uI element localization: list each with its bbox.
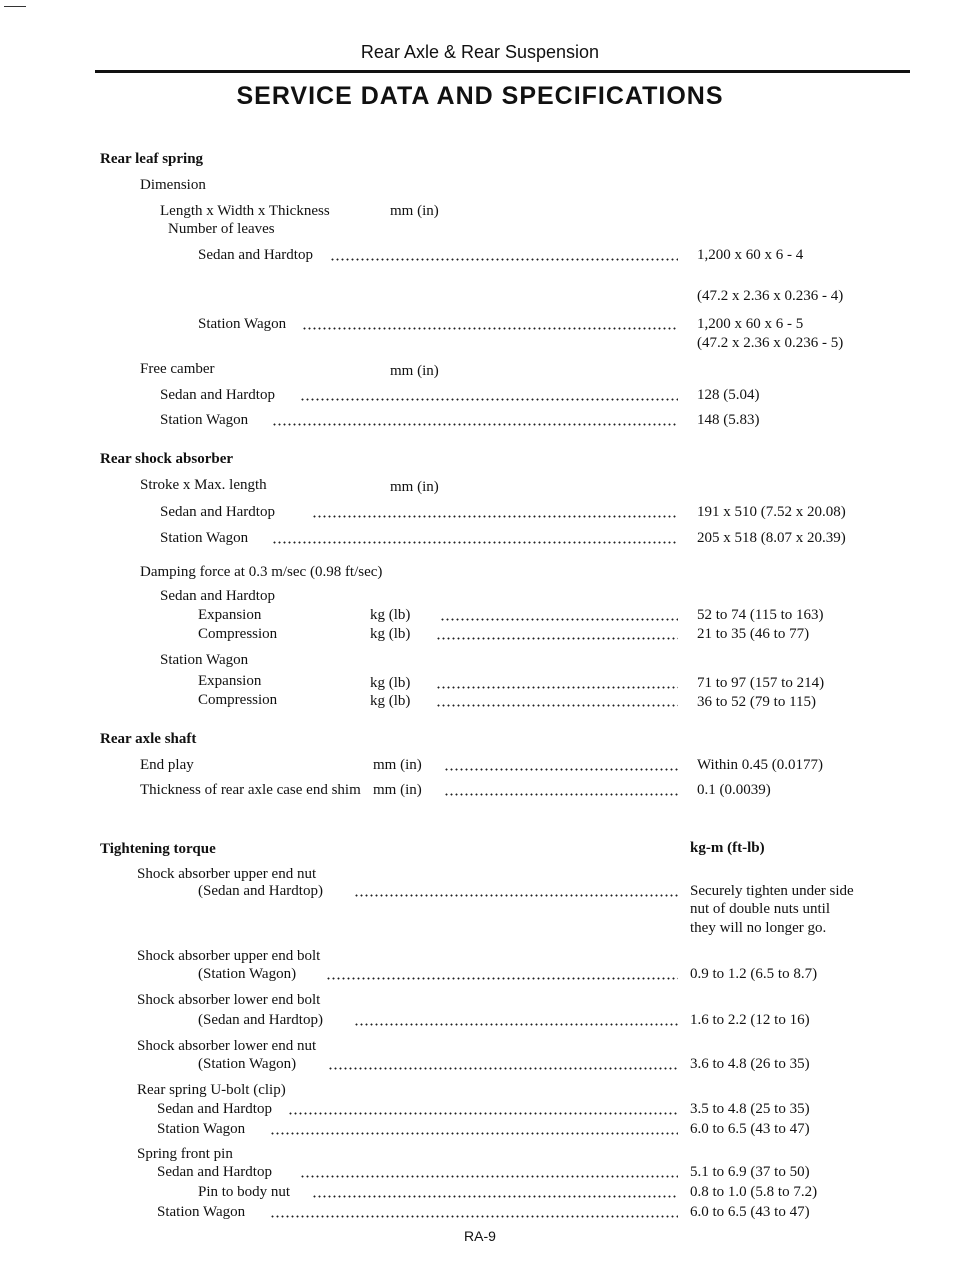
section-heading-leaf-spring: Rear leaf spring	[100, 151, 204, 167]
torque-row-1-sub: (Sedan and Hardtop)	[198, 883, 323, 899]
torque-row-1-value: Securely tighten under side	[690, 883, 854, 899]
camber-sedan-value: 128 (5.04)	[697, 387, 760, 403]
shim-label: Thickness of rear axle case end shim	[140, 782, 361, 798]
dot-leader	[444, 782, 678, 796]
leaf-wagon-value: 1,200 x 60 x 6 - 5	[697, 316, 804, 332]
end-play-value: Within 0.45 (0.0177)	[697, 757, 824, 773]
dot-leader	[272, 530, 678, 544]
torque-unit: kg-m (ft-lb)	[690, 840, 765, 856]
lwt-label: Length x Width x Thickness	[160, 203, 330, 219]
torque-row-5-wagon-value: 6.0 to 6.5 (43 to 47)	[690, 1121, 810, 1137]
dot-leader	[326, 966, 678, 980]
torque-row-6-wagon-value: 6.0 to 6.5 (43 to 47)	[690, 1204, 810, 1220]
torque-row-6-label: Spring front pin	[137, 1146, 233, 1162]
stroke-label: Stroke x Max. length	[140, 477, 267, 493]
torque-row-2-value: 0.9 to 1.2 (6.5 to 8.7)	[690, 966, 818, 982]
dot-leader	[300, 1164, 678, 1178]
dot-leader	[328, 1056, 678, 1070]
page-title: SERVICE DATA AND SPECIFICATIONS	[236, 82, 724, 110]
kg-unit: kg (lb)	[370, 675, 411, 691]
camber-label: Free camber	[140, 361, 215, 377]
end-play-label: End play	[140, 757, 194, 773]
dot-leader	[270, 1204, 678, 1218]
dot-leader	[354, 1012, 678, 1026]
damping-wagon-compression: Compression	[198, 692, 278, 708]
torque-row-1-value-3: they will no longer go.	[690, 920, 827, 936]
torque-row-6-pin: Pin to body nut	[198, 1184, 291, 1200]
dot-leader	[436, 693, 678, 707]
dot-leader	[302, 316, 678, 330]
corner-mark	[4, 6, 26, 7]
torque-row-6-pin-value: 0.8 to 1.0 (5.8 to 7.2)	[690, 1184, 818, 1200]
section-heading-axle: Rear axle shaft	[100, 731, 197, 747]
leaf-wagon-label: Station Wagon	[198, 316, 287, 332]
torque-row-5-label: Rear spring U-bolt (clip)	[137, 1082, 286, 1098]
dot-leader	[288, 1101, 678, 1115]
torque-row-6-sedan-value: 5.1 to 6.9 (37 to 50)	[690, 1164, 810, 1180]
damping-sedan-expansion: Expansion	[198, 607, 262, 623]
header-rule	[95, 70, 910, 73]
lwt-unit: mm (in)	[390, 203, 439, 219]
torque-row-3-label: Shock absorber lower end bolt	[137, 992, 321, 1008]
camber-sedan-label: Sedan and Hardtop	[160, 387, 275, 403]
torque-row-4-value: 3.6 to 4.8 (26 to 35)	[690, 1056, 810, 1072]
kg-unit: kg (lb)	[370, 607, 411, 623]
torque-row-1-label: Shock absorber upper end nut	[137, 866, 317, 882]
torque-row-2-sub: (Station Wagon)	[198, 966, 297, 982]
dot-leader	[330, 247, 678, 261]
damping-sedan-compression: Compression	[198, 626, 278, 642]
torque-row-4-sub: (Station Wagon)	[198, 1056, 297, 1072]
dot-leader	[312, 1184, 678, 1198]
damping-label: Damping force at 0.3 m/sec (0.98 ft/sec)	[140, 564, 383, 580]
torque-row-3-sub: (Sedan and Hardtop)	[198, 1012, 323, 1028]
dimension-label: Dimension	[140, 177, 206, 193]
dot-leader	[444, 757, 678, 771]
damping-sedan-compression-value: 21 to 35 (46 to 77)	[697, 626, 810, 642]
dot-leader	[436, 626, 678, 640]
stroke-wagon-value: 205 x 518 (8.07 x 20.39)	[697, 530, 846, 546]
shim-value: 0.1 (0.0039)	[697, 782, 771, 798]
dot-leader	[312, 504, 678, 518]
torque-row-6-sedan: Sedan and Hardtop	[157, 1164, 272, 1180]
leaves-label: Number of leaves	[168, 221, 275, 237]
leaf-sedan-value: 1,200 x 60 x 6 - 4	[697, 247, 804, 263]
end-play-unit: mm (in)	[373, 757, 422, 773]
dot-leader	[436, 675, 678, 689]
dot-leader	[270, 1121, 678, 1135]
damping-wagon-expansion: Expansion	[198, 673, 262, 689]
camber-wagon-value: 148 (5.83)	[697, 412, 760, 428]
damping-wagon-label: Station Wagon	[160, 652, 249, 668]
section-heading-torque: Tightening torque	[100, 841, 216, 857]
torque-row-5-sedan: Sedan and Hardtop	[157, 1101, 272, 1117]
torque-row-6-wagon: Station Wagon	[157, 1204, 246, 1220]
torque-row-1-value-2: nut of double nuts until	[690, 901, 830, 917]
damping-wagon-expansion-value: 71 to 97 (157 to 214)	[697, 675, 825, 691]
damping-sedan-label: Sedan and Hardtop	[160, 588, 275, 604]
section-heading-shock: Rear shock absorber	[100, 451, 234, 467]
camber-wagon-label: Station Wagon	[160, 412, 249, 428]
torque-row-3-value: 1.6 to 2.2 (12 to 16)	[690, 1012, 810, 1028]
stroke-sedan-value: 191 x 510 (7.52 x 20.08)	[697, 504, 846, 520]
torque-row-4-label: Shock absorber lower end nut	[137, 1038, 317, 1054]
dot-leader	[272, 412, 678, 426]
stroke-unit: mm (in)	[390, 479, 439, 495]
stroke-wagon-label: Station Wagon	[160, 530, 249, 546]
dot-leader	[440, 607, 678, 621]
damping-wagon-compression-value: 36 to 52 (79 to 115)	[697, 694, 817, 710]
dot-leader	[300, 387, 678, 401]
camber-unit: mm (in)	[390, 363, 439, 379]
leaf-sedan-label: Sedan and Hardtop	[198, 247, 313, 263]
page-number: RA-9	[464, 1228, 496, 1244]
damping-sedan-expansion-value: 52 to 74 (115 to 163)	[697, 607, 824, 623]
leaf-wagon-value-inch: (47.2 x 2.36 x 0.236 - 5)	[697, 335, 844, 351]
torque-row-5-sedan-value: 3.5 to 4.8 (25 to 35)	[690, 1101, 810, 1117]
kg-unit: kg (lb)	[370, 693, 411, 709]
torque-row-5-wagon: Station Wagon	[157, 1121, 246, 1137]
running-header: Rear Axle & Rear Suspension	[360, 42, 600, 62]
dot-leader	[354, 883, 678, 897]
torque-row-2-label: Shock absorber upper end bolt	[137, 948, 321, 964]
stroke-sedan-label: Sedan and Hardtop	[160, 504, 275, 520]
kg-unit: kg (lb)	[370, 626, 411, 642]
leaf-sedan-value-inch: (47.2 x 2.36 x 0.236 - 4)	[697, 288, 844, 304]
shim-unit: mm (in)	[373, 782, 422, 798]
